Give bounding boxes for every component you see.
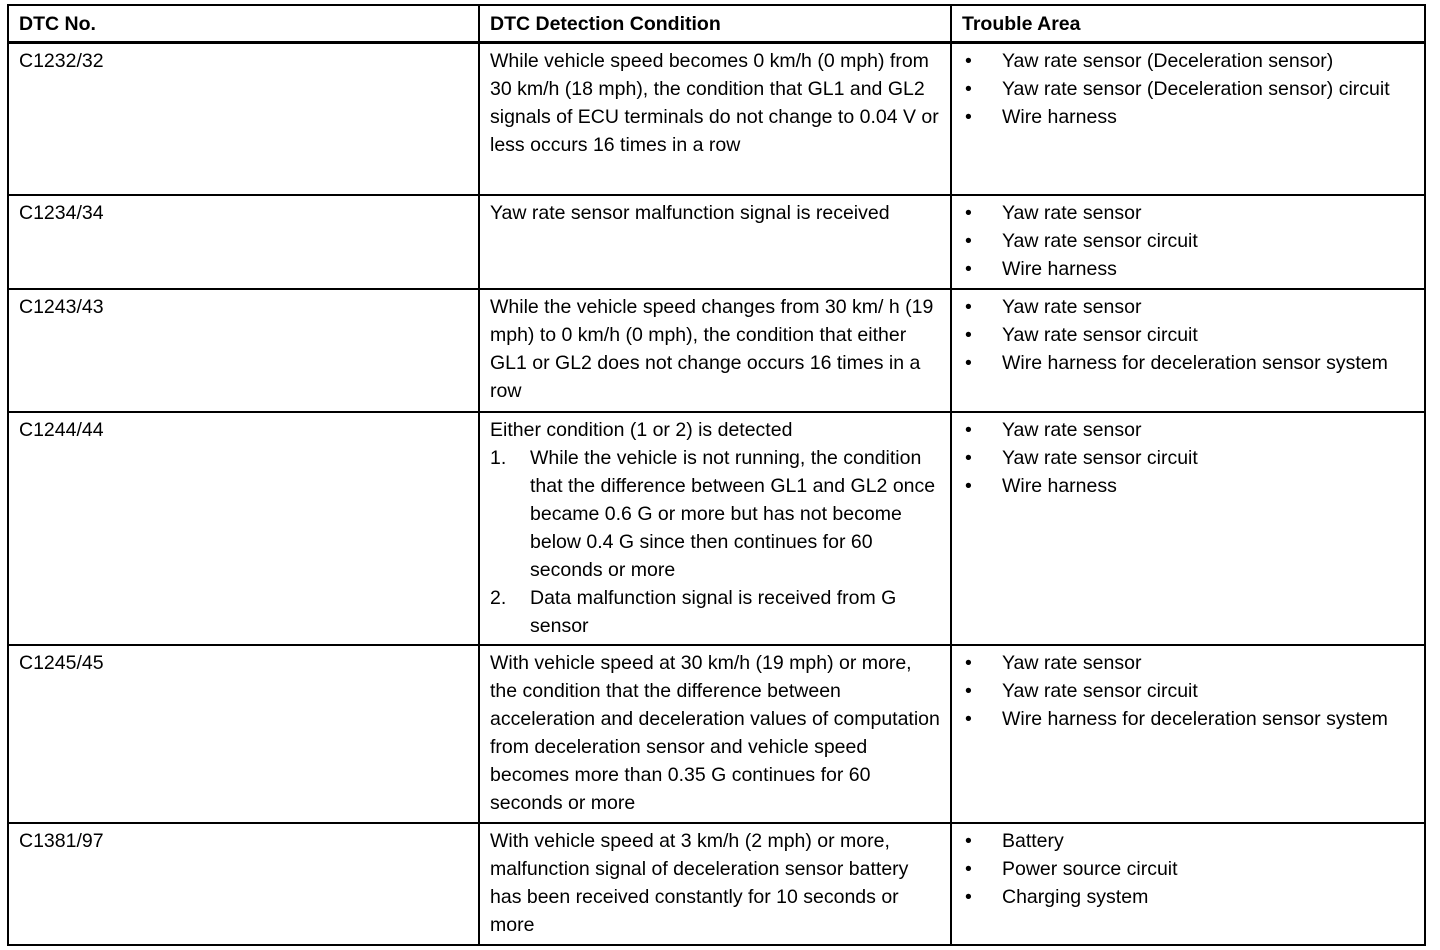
item-text: Yaw rate sensor (1002, 651, 1142, 674)
item-text: Wire harness (1002, 474, 1117, 497)
item-text: Wire harness for deceleration sensor system (1002, 351, 1388, 374)
item-text: Yaw rate sensor circuit (1002, 679, 1198, 702)
trouble-item (962, 349, 1414, 377)
bullet-icon: • (965, 418, 972, 441)
table-row (8, 43, 1425, 195)
bullet-icon: • (965, 474, 972, 497)
dtc-code: C1234/34 (8, 195, 479, 289)
bullet-icon: • (965, 857, 972, 880)
trouble-item (962, 255, 1414, 283)
dtc-table (7, 4, 1426, 946)
bullet-icon: • (965, 78, 972, 100)
header-dtc-no: DTC No. (8, 5, 479, 43)
condition-text: While vehicle speed becomes 0 km/h (0 mph) from 30 km/h (18 mph), the condition that GL1 and GL2 signals of ECU terminals do not change to 0.04 V or less occurs 16 times in a row (490, 50, 939, 156)
trouble-item (962, 103, 1414, 131)
item-text: Data malfunction signal is received from G sensor (530, 586, 897, 637)
trouble-item (962, 416, 1414, 444)
dtc-code: C1244/44 (8, 412, 479, 645)
condition-text: With vehicle speed at 30 km/h (19 mph) or more, the condition that the difference between acceleration and deceleration values of computation from deceleration sensor and vehicle speed becomes more than 0.35 G continues for 60 seconds or more (490, 651, 940, 814)
bullet-icon: • (965, 257, 972, 280)
bullet-icon: • (965, 679, 972, 702)
detection-condition (479, 412, 951, 645)
condition-text: Yaw rate sensor malfunction signal is received (490, 201, 890, 224)
table-row (8, 289, 1425, 412)
dtc-code: C1381/97 (8, 823, 479, 945)
trouble-item (962, 199, 1414, 227)
item-text: Yaw rate sensor (1002, 201, 1142, 224)
table-header-row (8, 5, 1425, 43)
detection-condition (479, 645, 951, 823)
bullet-icon: • (965, 829, 972, 852)
bullet-icon: • (965, 50, 972, 72)
bullet-icon: • (965, 885, 972, 908)
item-text: Yaw rate sensor circuit (1002, 323, 1198, 346)
trouble-item (962, 75, 1414, 103)
detection-condition (479, 43, 951, 195)
trouble-item (962, 227, 1414, 255)
dtc-code: C1243/43 (8, 289, 479, 412)
condition-text: Either condition (1 or 2) is detected (490, 418, 793, 441)
trouble-area (951, 412, 1425, 645)
dtc-code: C1245/45 (8, 645, 479, 823)
bullet-icon: • (965, 351, 972, 374)
trouble-area (951, 823, 1425, 945)
header-detection-condition: DTC Detection Condition (479, 5, 951, 43)
item-text: Wire harness for deceleration sensor system (1002, 707, 1388, 730)
step-number: 1. (490, 446, 507, 469)
trouble-item (962, 321, 1414, 349)
trouble-item (962, 47, 1414, 75)
item-text: Yaw rate sensor (1002, 418, 1142, 441)
bullet-icon: • (965, 295, 972, 318)
bullet-icon: • (965, 229, 972, 252)
trouble-item (962, 827, 1414, 855)
bullet-icon: • (965, 323, 972, 346)
table-row (8, 823, 1425, 945)
table-row (8, 645, 1425, 823)
trouble-item (962, 472, 1414, 500)
bullet-icon: • (965, 707, 972, 730)
bullet-icon: • (965, 106, 972, 128)
condition-text: With vehicle speed at 3 km/h (2 mph) or more, malfunction signal of deceleration sensor battery has been received constantly for 10 seconds or more (490, 829, 909, 936)
trouble-area (951, 289, 1425, 412)
header-trouble-area: Trouble Area (951, 5, 1425, 43)
table-row (8, 195, 1425, 289)
trouble-item (962, 293, 1414, 321)
item-text: Yaw rate sensor (Deceleration sensor) (1002, 50, 1334, 72)
item-text: Yaw rate sensor (Deceleration sensor) circuit (1002, 78, 1390, 100)
trouble-item (962, 444, 1414, 472)
bullet-icon: • (965, 201, 972, 224)
bullet-icon: • (965, 446, 972, 469)
bullet-icon: • (965, 651, 972, 674)
item-text: Battery (1002, 829, 1064, 852)
trouble-item (962, 677, 1414, 705)
step-number: 2. (490, 586, 507, 609)
trouble-area (951, 195, 1425, 289)
detection-condition (479, 823, 951, 945)
item-text: Charging system (1002, 885, 1149, 908)
item-text: Wire harness (1002, 257, 1117, 280)
condition-step (490, 584, 940, 640)
condition-text: While the vehicle speed changes from 30 km/ h (19 mph) to 0 km/h (0 mph), the condition that either GL1 or GL2 does not change occurs 16 times in a row (490, 295, 934, 402)
item-text: Power source circuit (1002, 857, 1178, 880)
item-text: Yaw rate sensor (1002, 295, 1142, 318)
table-row (8, 412, 1425, 645)
item-text: Wire harness (1002, 106, 1117, 128)
item-text: While the vehicle is not running, the condition that the difference between GL1 and GL2 once became 0.6 G or more but has not become below 0.4 G since then continues for 60 seconds or more (530, 446, 936, 581)
item-text: Yaw rate sensor circuit (1002, 446, 1198, 469)
condition-step (490, 444, 940, 584)
trouble-area (951, 43, 1425, 195)
trouble-item (962, 649, 1414, 677)
trouble-item (962, 883, 1414, 911)
trouble-item (962, 705, 1414, 733)
item-text: Yaw rate sensor circuit (1002, 229, 1198, 252)
detection-condition (479, 289, 951, 412)
trouble-area (951, 645, 1425, 823)
detection-condition (479, 195, 951, 289)
trouble-item (962, 855, 1414, 883)
dtc-code: C1232/32 (8, 43, 479, 195)
